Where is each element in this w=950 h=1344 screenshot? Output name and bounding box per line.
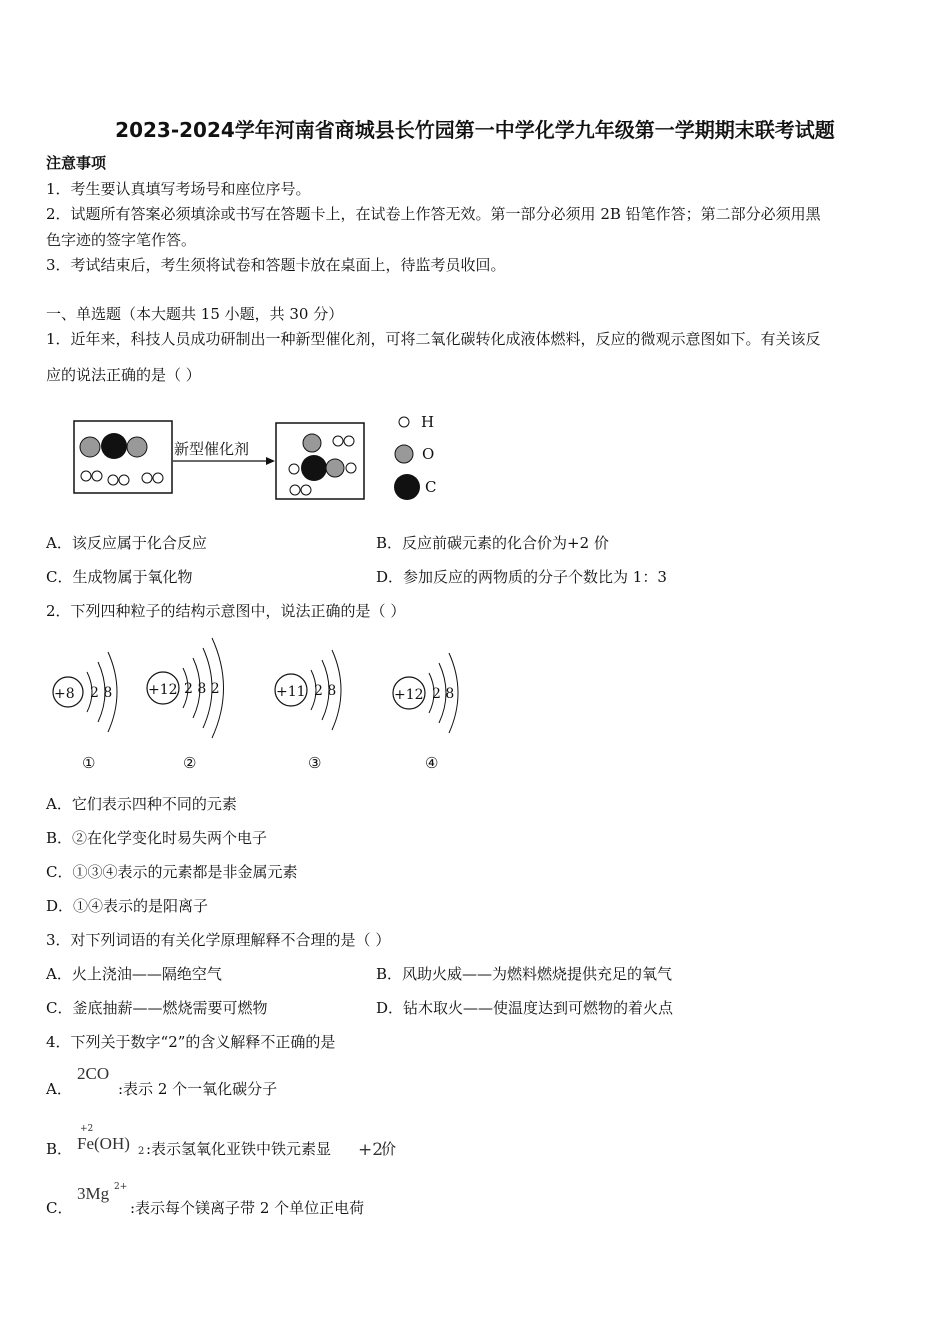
h-atom-icon xyxy=(333,436,343,446)
legend-h-label: H xyxy=(421,413,435,431)
svg-text:+12: +12 xyxy=(394,687,424,703)
svg-text:2 8: 2 8 xyxy=(90,685,113,701)
legend-o-icon xyxy=(395,445,413,463)
notice-item-2: 2．试题所有答案必须填涂或书写在答题卡上，在试卷上作答无效。第一部分必须用 2B 铅笔作答；第二部分必须用黑 xyxy=(46,205,821,223)
svg-text:+11: +11 xyxy=(276,684,306,700)
q1-option-b: B．反应前碳元素的化合价为+2 价 xyxy=(376,534,609,552)
q4-option-b-value: +2 xyxy=(358,1140,384,1160)
q4-option-a-formula: 2CO xyxy=(77,1064,110,1083)
q4-option-b-formula: Fe(OH) xyxy=(77,1134,130,1153)
notice-item-1: 1．考生要认真填写考场号和座位序号。 xyxy=(46,180,311,198)
q4-option-c-letter: C． xyxy=(46,1199,73,1217)
legend-o-label: O xyxy=(422,445,435,463)
svg-text:2 8: 2 8 xyxy=(432,686,455,702)
q1-option-c: C．生成物属于氧化物 xyxy=(46,568,193,586)
q1-stem-line1: 1．近年来，科技人员成功研制出一种新型催化剂，可将二氧化碳转化成液体燃料，反应的微观示意图如下。有关该反 xyxy=(46,330,821,348)
h-atom-icon xyxy=(301,485,311,495)
h-atom-icon xyxy=(81,471,91,481)
q3-option-b: B．风助火威——为燃料燃烧提供充足的氧气 xyxy=(376,965,673,983)
q4-option-b-charge: +2 xyxy=(80,1124,94,1134)
q3-option-a: A．火上浇油——隔绝空气 xyxy=(46,965,222,983)
q4-option-b-tail: 价 xyxy=(381,1140,397,1158)
q4-stem: 4．下列关于数字“2”的含义解释不正确的是 xyxy=(46,1033,336,1051)
q2-option-d: D．①④表示的是阳离子 xyxy=(46,897,209,915)
h-atom-icon xyxy=(119,475,129,485)
q3-option-c: C．釜底抽薪——燃烧需要可燃物 xyxy=(46,999,268,1017)
q4-option-a-text: :表示 2 个一氧化碳分子 xyxy=(118,1080,278,1098)
svg-text:+8: +8 xyxy=(54,686,75,702)
q3-stem: 3．对下列词语的有关化学原理解释不合理的是（ ） xyxy=(46,931,391,949)
h-atom-icon xyxy=(346,463,356,473)
particle-3 xyxy=(275,650,341,772)
h-atom-icon xyxy=(92,471,102,481)
section-heading: 一、单选题（本大题共 15 小题，共 30 分） xyxy=(46,305,344,323)
svg-text:2 8: 2 8 xyxy=(314,683,337,699)
o-atom-icon xyxy=(303,434,321,452)
q4-option-b-letter: B． xyxy=(46,1140,73,1158)
particle-diagrams xyxy=(40,630,480,780)
arrow-label: 新型催化剂 xyxy=(174,440,250,458)
h-atom-icon xyxy=(142,473,152,483)
page-title: 2023-2024学年河南省商城县长竹园第一中学化学九年级第一学期期末联考试题 xyxy=(115,118,835,142)
o-atom-icon xyxy=(80,437,100,457)
h-atom-icon xyxy=(153,473,163,483)
h-atom-icon xyxy=(289,464,299,474)
q4-option-a-letter: A． xyxy=(46,1080,72,1098)
svg-text:③: ③ xyxy=(308,754,322,772)
q3-option-d: D．钻木取火——使温度达到可燃物的着火点 xyxy=(376,999,674,1017)
q4-option-b-subscript: 2 xyxy=(138,1146,145,1157)
legend-c-icon xyxy=(394,474,420,500)
svg-text:④: ④ xyxy=(425,754,439,772)
legend-h-icon xyxy=(399,417,409,427)
notice-item-3: 3．考试结束后，考生须将试卷和答题卡放在桌面上，待监考员收回。 xyxy=(46,256,506,274)
particle-2 xyxy=(147,638,224,772)
q2-stem: 2．下列四种粒子的结构示意图中，说法正确的是（ ） xyxy=(46,602,406,620)
svg-text:①: ① xyxy=(82,754,96,772)
h-atom-icon xyxy=(344,436,354,446)
reaction-diagram xyxy=(70,405,470,505)
q2-option-b: B．②在化学变化时易失两个电子 xyxy=(46,829,268,847)
q4-option-c-charge: 2+ xyxy=(114,1182,128,1192)
c-atom-icon xyxy=(101,433,127,459)
h-atom-icon xyxy=(108,475,118,485)
q1-stem-line2: 应的说法正确的是（ ） xyxy=(46,366,201,384)
svg-text:+12: +12 xyxy=(148,682,178,698)
q1-option-d: D．参加反应的两物质的分子个数比为 1：3 xyxy=(376,568,667,586)
svg-text:②: ② xyxy=(183,754,197,772)
particle-4 xyxy=(393,653,458,772)
particle-1 xyxy=(53,652,117,772)
svg-text:2 8 2: 2 8 2 xyxy=(184,681,220,697)
c-atom-icon xyxy=(301,455,327,481)
q1-option-a: A．该反应属于化合反应 xyxy=(46,534,207,552)
o-atom-icon xyxy=(326,459,344,477)
o-atom-icon xyxy=(127,437,147,457)
q2-option-c: C．①③④表示的元素都是非金属元素 xyxy=(46,863,298,881)
q2-option-a: A．它们表示四种不同的元素 xyxy=(46,795,237,813)
notice-heading: 注意事项 xyxy=(46,154,107,172)
q4-option-b-text: :表示氢氧化亚铁中铁元素显 xyxy=(146,1140,332,1158)
arrow-head-icon xyxy=(266,457,275,465)
q4-option-c-text: :表示每个镁离子带 2 个单位正电荷 xyxy=(130,1199,365,1217)
q4-option-c-formula: 3Mg xyxy=(77,1184,110,1203)
legend-c-label: C xyxy=(425,478,437,496)
notice-item-2-cont: 色字迹的签字笔作答。 xyxy=(46,231,197,249)
h-atom-icon xyxy=(290,485,300,495)
